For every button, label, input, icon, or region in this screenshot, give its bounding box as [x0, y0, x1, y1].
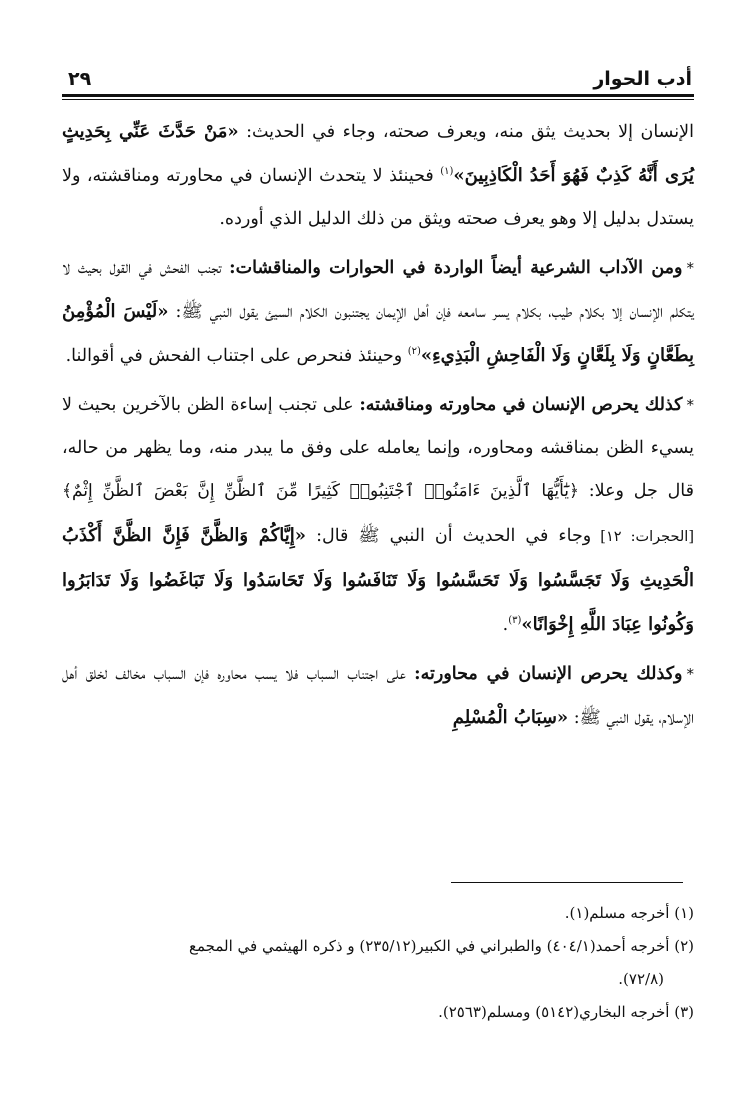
paragraph-3-text-c: .: [502, 615, 509, 635]
paragraph-4: [62, 653, 694, 740]
paragraph-4-lead: وكذلك يحرص الإنسان في محاورته:: [414, 664, 683, 684]
footnote-marker-2[interactable]: (٢): [407, 346, 421, 358]
paragraph-2: [62, 247, 694, 378]
bullet-star: *: [686, 665, 694, 683]
paragraph-2-text-a: تجنب الفحش في القول بحيث لا يتكلم الإنسان إلا بكلام طيب، بكلام يسر سامعه فإن أهل الإيمان يجتنبون الكلام السيئ يقول النبي ﷺ:: [62, 258, 694, 322]
header-rule-thick: [62, 94, 694, 97]
footnote-3: (٣) أخرجه البخاري(٥١٤٢) ومسلم(٢٥٦٣).: [438, 1003, 694, 1021]
hadith-quote-3: «إِيَّاكُمْ وَالظَّنَّ فَإِنَّ الظَّنَّ أَكْذَبُ الْحَدِيثِ وَلَا تَجَسَّسُوا وَلَا تَحَسَّسُوا وَلَا تَنَافَسُوا وَلَا تَحَاسَدُوا وَلَا تَبَاغَضُوا وَلَا تَدَابَرُوا وَكُونُوا عِبَادَ اللَّهِ إِخْوَانًا»: [62, 525, 694, 635]
hadith-quote-4: «سِبَابُ الْمُسْلِمِ: [452, 707, 569, 728]
hadith-quote-2: «لَيْسَ الْمُؤْمِنُ بِطَعَّانٍ وَلَا بِلَعَّانٍ وَلَا الْفَاحِشِ الْبَذِيءِ»: [62, 301, 694, 366]
paragraph-3-text-b: وجاء في الحديث أن النبي ﷺ قال:: [306, 526, 592, 546]
quran-verse: ﴿يَٰٓأَيُّهَا ٱلَّذِينَ ءَامَنُوا۟ ٱجْتَنِبُوا۟ كَثِيرًا مِّنَ ٱلظَّنِّ إِنَّ بَعْضَ ٱلظَّنِّ إِثْمٌ﴾: [62, 481, 579, 501]
footnote-marker-1[interactable]: (١): [440, 166, 454, 178]
paragraph-1-text-a: الإنسان إلا بحديث يثق منه، ويعرف صحته، وجاء في الحديث:: [238, 122, 694, 142]
book-page: [62, 58, 694, 740]
footnotes: [62, 897, 694, 1029]
paragraph-1: [62, 110, 694, 241]
paragraph-1-text-b: فحينئذ لا يتحدث الإنسان في محاورته ومناقشته، ولا يستدل بدليل إلا وهو يعرف صحته ويثق من ذلك الدليل الذي أورده.: [62, 166, 694, 229]
footnote-1: (١) أخرجه مسلم(١).: [564, 904, 694, 922]
verse-reference: [الحجرات: ١٢]: [591, 529, 694, 545]
page-number: ٢٩: [68, 68, 92, 90]
paragraph-4-text-a: على اجتناب السباب فلا يسب محاوره فإن السباب مخالف لخلق أهل الإسلام، يقول النبي ﷺ:: [62, 664, 694, 728]
footnote-2-continued: (٧٢/٨).: [618, 970, 664, 988]
book-title: أدب الحوار: [593, 68, 692, 90]
footnote-separator: [451, 882, 683, 883]
paragraph-3: [62, 384, 694, 647]
paragraph-2-lead: ومن الآداب الشرعية أيضاً الواردة في الحوارات والمناقشات:: [229, 258, 683, 278]
bullet-star: *: [686, 259, 694, 277]
footnote-2: (٢) أخرجه أحمد(٤٠٤/١) والطبراني في الكبير(٢٣٥/١٢) و ذكره الهيثمي في المجمع: [189, 937, 694, 955]
paragraph-3-lead: كذلك يحرص الإنسان في محاورته ومناقشته:: [359, 395, 683, 415]
paragraph-2-text-b: وحينئذ فنحرص على اجتناب الفحش في أقوالنا.: [65, 346, 408, 366]
paragraph-3-text-a: على تجنب إساءة الظن بالآخرين بحيث لا يسيء الظن بمناقشه ومحاوره، وإنما يعامله على وفق ما يبدر منه، وما يظهر من حاله، قال جل وعلا:: [62, 395, 694, 501]
footnote-marker-3[interactable]: (٣): [508, 615, 522, 627]
main-text: [62, 110, 694, 740]
header-rule-thin: [62, 99, 694, 100]
hadith-quote-1: «مَنْ حَدَّثَ عَنِّي بِحَدِيثٍ يُرَى أَنَّهُ كَذِبٌ فَهُوَ أَحَدُ الْكَاذِبِينَ»: [62, 121, 694, 186]
bullet-star: *: [686, 396, 694, 414]
running-header: [62, 58, 694, 90]
